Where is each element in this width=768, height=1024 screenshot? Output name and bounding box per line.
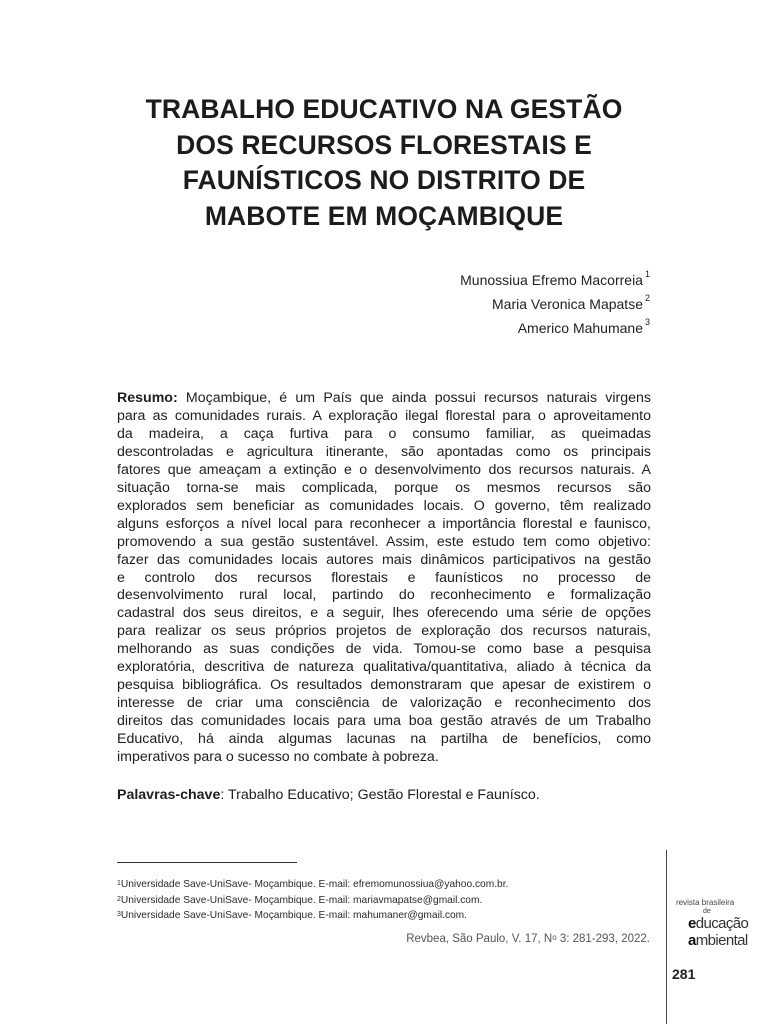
abstract-line: promovendo a sua gestão sustentável. Assim, este estudo tem como objetivo: (117, 533, 651, 550)
keywords-text: : Trabalho Educativo; Gestão Florestal e Faunísco. (220, 787, 540, 803)
abstract-line: direitos das comunidades locais para uma boa gestão através de um Trabalho (117, 713, 651, 730)
author (460, 316, 650, 340)
journal-citation: Revbea, São Paulo, V. 17, $N^o$ 3: 281-293, 2022. (406, 933, 650, 945)
abstract-line: da madeira, a caça furtiva para o consumo familiar, as queimadas (117, 425, 651, 442)
keywords-label: Palavras-chave (117, 787, 221, 803)
footnote-divider (117, 862, 297, 863)
abstract-line: para as comunidades rurais. A exploração ilegal florestal para o aproveitamento (117, 407, 651, 424)
author (460, 292, 650, 316)
author-footnote-mark: 1 (644, 269, 650, 279)
keywords (117, 786, 540, 804)
title-line: MABOTE EM MOÇAMBIQUE (204, 200, 564, 231)
abstract-body (117, 408, 651, 749)
footnotes (117, 877, 508, 924)
abstract-label: Resumo: (117, 390, 178, 406)
abstract-line: e controlo dos recursos florestais e faunísticos no processo de (117, 569, 651, 586)
abstract-line: imperativos para o sucesso no combate à pobreza. (117, 749, 439, 766)
abstract-line: cadastral dos seus direitos, e a seguir, lhes oferecendo uma série de opções (117, 605, 651, 622)
author-footnote-mark: 3 (644, 317, 650, 327)
abstract-line: para realizar os seus próprios projetos de exploração dos recursos naturais, (117, 623, 651, 640)
title-line: FAUNÍSTICOS NO DISTRITO DE (182, 165, 586, 195)
title-line: TRABALHO EDUCATIVO NA GESTÃO (145, 94, 623, 124)
abstract-line: fazer das comunidades locais autores mais dinâmicos participativos na gestão (117, 551, 651, 568)
abstract-line: interesse de criar uma consciência de valorização e reconhecimento dos (117, 695, 651, 712)
abstract-line: alguns esforços a nível local para reconhecer a importância florestal e faunisco, (117, 515, 651, 532)
abstract-line: Educativo, há ainda algumas lacunas na partilha de benefícios, como (117, 731, 651, 748)
page-number: 281 (672, 966, 696, 982)
abstract-line: pesquisa bibliográfica. Os resultados demonstraram que apesar de existirem o (117, 677, 651, 694)
author (460, 268, 650, 292)
author-name: Maria Veronica Mapatse (492, 296, 643, 312)
author-name: Americo Mahumane (517, 320, 643, 336)
abstract-line: descontroladas e agricultura itinerante, são apontadas como os principais (117, 443, 651, 460)
title-line: DOS RECURSOS FLORESTAIS E (176, 129, 592, 160)
author-name: Munossiua Efremo Macorreia (460, 272, 643, 288)
footnote: $^2$Universidade Save-UniSave- Moçambique. E-mail: mariavmapatse@gmail.com. (117, 894, 483, 906)
abstract-line: explorados sem beneficiar as comunidades locais. O governo, têm realizado (117, 497, 651, 514)
footnote: $^1$Universidade Save-UniSave- Moçambique. E-mail: efremomunossiua@yahoo.com.br. (117, 879, 509, 890)
abstract (117, 390, 651, 767)
abstract-line: fatores que ameaçam a extinção e o desenvolvimento dos recursos naturais. A (117, 461, 651, 478)
journal-logo: revista brasileira de educação ambiental (676, 898, 749, 949)
footnote: $^3$Universidade Save-UniSave- Moçambique. E-mail: mahumaner@gmail.com. (117, 910, 468, 921)
abstract-line: exploratória, descritiva de natureza qualitativa/quantitativa, aliado à técnica da (117, 659, 651, 676)
abstract-line: desenvolvimento rural local, partindo do reconhecimento e formalização (117, 587, 651, 604)
abstract-line: melhorando as suas condições de vida. Tomou-se como base a pesquisa (117, 641, 651, 658)
author-footnote-mark: 2 (644, 293, 650, 303)
paper-title (100, 92, 668, 234)
margin-rule (666, 850, 667, 1024)
author-list (460, 268, 650, 340)
abstract-line: situação torna-se mais complicada, porque os mesmos recursos são (117, 479, 651, 496)
abstract-line: Resumo: Moçambique, é um País que ainda possui recursos naturais virgens (117, 390, 651, 406)
